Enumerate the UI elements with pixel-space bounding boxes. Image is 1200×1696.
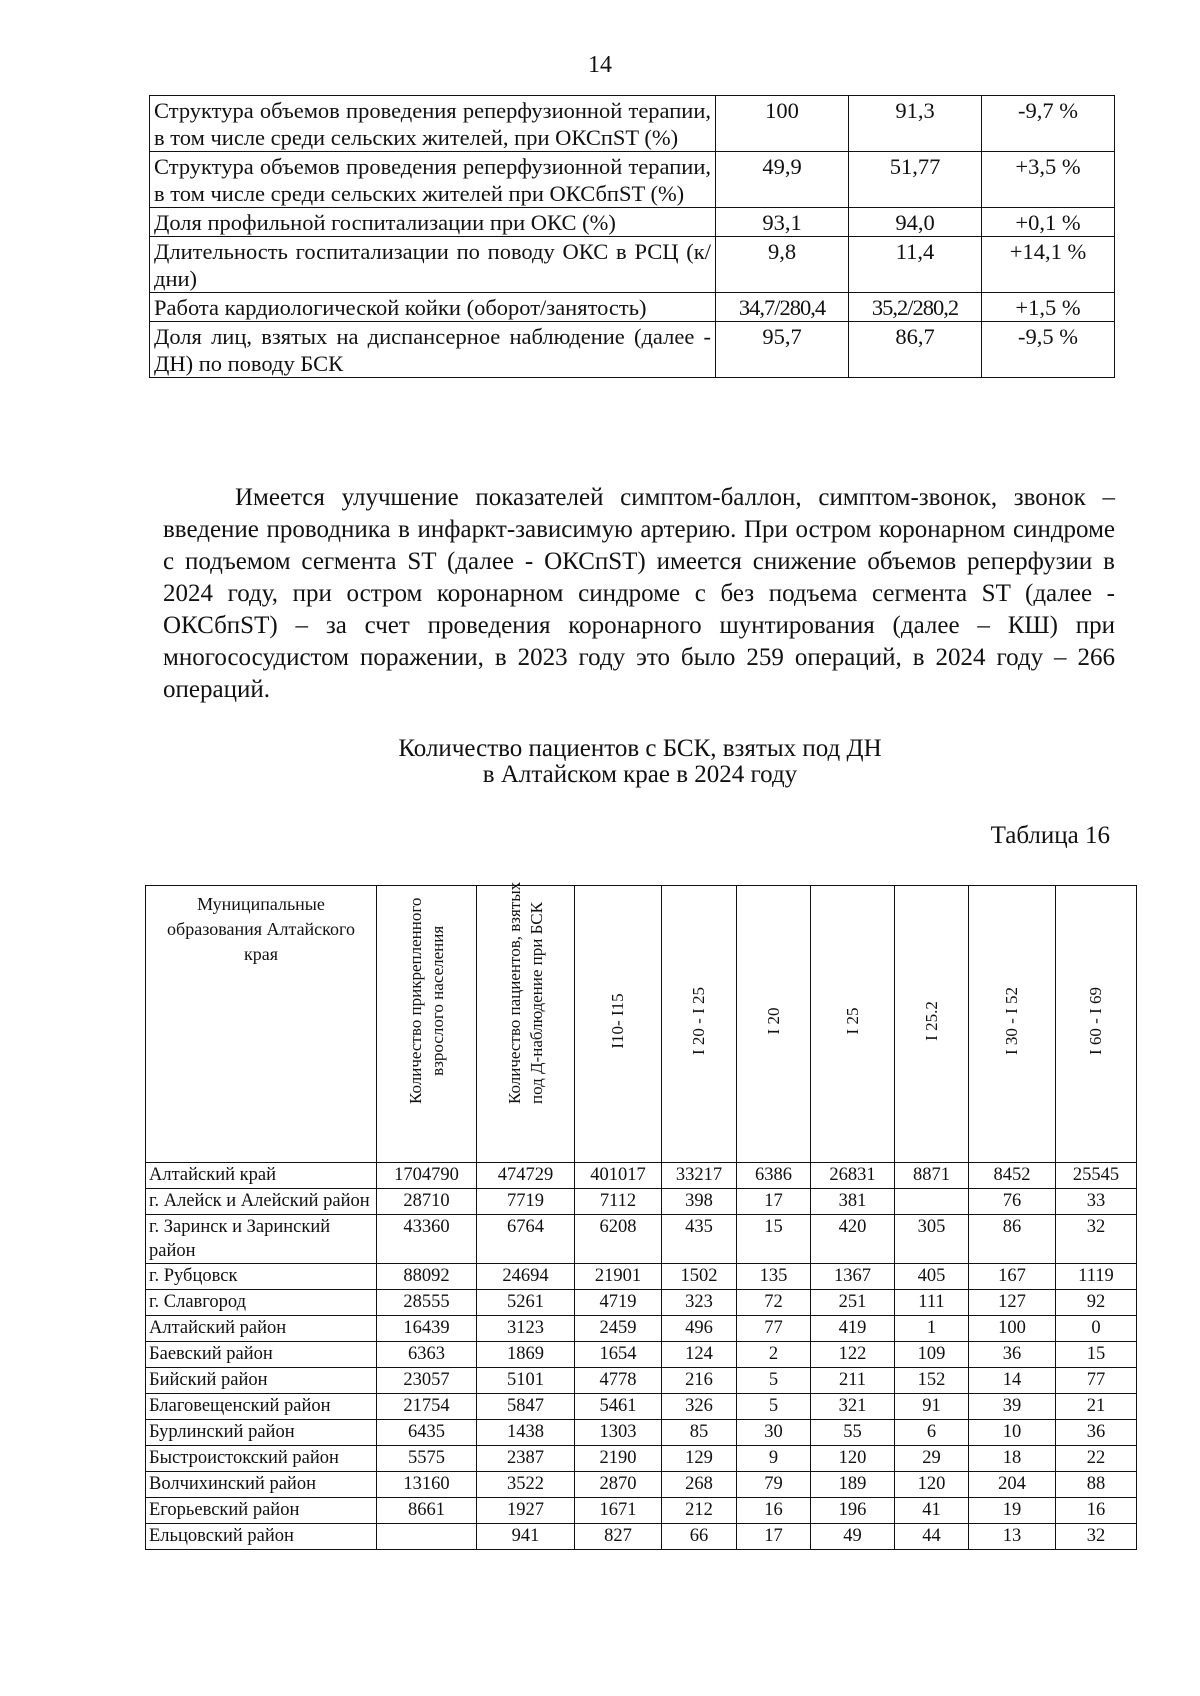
table-row: [146, 1446, 1137, 1472]
indicator-value-2024: 94,0: [849, 208, 982, 237]
patients-cell: 24694: [477, 1264, 575, 1290]
header-i25-2: [895, 886, 969, 1163]
page-number: 14: [588, 52, 612, 78]
indicator-change: +0,1 %: [982, 208, 1115, 237]
i30-i52-cell: 76: [969, 1189, 1056, 1215]
header-municipality: Муниципальные образования Алтайского края: [146, 886, 377, 1163]
i20-i25-cell: 66: [662, 1524, 737, 1550]
i60-i69-cell: 36: [1056, 1420, 1137, 1446]
i25-2-cell: 152: [895, 1368, 969, 1394]
indicator-label: Доля лиц, взятых на диспансерное наблюдение (далее - ДН) по поводу БСК: [150, 322, 716, 378]
indicator-row: [150, 152, 1115, 208]
header-i60-i69: [1056, 886, 1137, 1163]
i10-i15-cell: 21901: [575, 1264, 662, 1290]
body-paragraph: Имеется улучшение показателей симптом-баллон, симптом-звонок, звонок – введение проводника в инфаркт-зависимую артерию. При остром коронарном синдроме с подъемом сегмента ST (далее - ОКСпST) имеется снижение объемов реперфузии в 2024 году, при остром коронарном синдроме с без подъема сегмента ST (далее - ОКСбпST) – за счет проведения коронарного шунтирования (далее – КШ) при многососудистом поражении, в 2023 году это было 259 операций, в 2024 году – 266 операций.: [163, 484, 1115, 703]
i20-i25-cell: 129: [662, 1446, 737, 1472]
i20-i25-cell: 85: [662, 1420, 737, 1446]
i20-i25-cell: 33217: [662, 1163, 737, 1189]
i25-cell: 26831: [811, 1163, 895, 1189]
i20-i25-cell: 496: [662, 1316, 737, 1342]
i25-cell: 1367: [811, 1264, 895, 1290]
i10-i15-cell: 6208: [575, 1215, 662, 1264]
indicator-value-2024: 11,4: [849, 237, 982, 293]
indicator-row: [150, 96, 1115, 152]
i20-i25-cell: 1502: [662, 1264, 737, 1290]
table-row: [146, 1342, 1137, 1368]
patients-cell: 6764: [477, 1215, 575, 1264]
header-i20-i25-text: I 20 - I 25: [689, 987, 708, 1055]
indicator-label: Структура объемов проведения реперфузионной терапии, в том числе среди сельских жителей, при ОКСпST (%): [150, 96, 716, 152]
header-i20-i25: [662, 886, 737, 1163]
i25-cell: 49: [811, 1524, 895, 1550]
i20-cell: 135: [737, 1264, 811, 1290]
bsk-dn-table: [145, 881, 1137, 1550]
municipality-name: Ельцовский район: [146, 1524, 377, 1550]
i20-cell: 79: [737, 1472, 811, 1498]
i10-i15-cell: 1303: [575, 1420, 662, 1446]
table-row: [146, 1394, 1137, 1420]
population-cell: 8661: [377, 1498, 477, 1524]
indicator-value-2024: 35,2/280,2: [849, 293, 982, 322]
i10-i15-cell: 5461: [575, 1394, 662, 1420]
i10-i15-cell: 2870: [575, 1472, 662, 1498]
i20-cell: 9: [737, 1446, 811, 1472]
table-row: [146, 1215, 1137, 1264]
i30-i52-cell: 127: [969, 1290, 1056, 1316]
indicator-value-2023: 9,8: [716, 237, 849, 293]
municipality-name: Алтайский район: [146, 1316, 377, 1342]
i20-i25-cell: 124: [662, 1342, 737, 1368]
i30-i52-cell: 8452: [969, 1163, 1056, 1189]
municipality-name: Быстроистокский район: [146, 1446, 377, 1472]
table-row: [146, 1498, 1137, 1524]
header-patients-line-1: Количество пациентов, взятых: [504, 881, 524, 1104]
population-cell: 5575: [377, 1446, 477, 1472]
table-row: [146, 1420, 1137, 1446]
patients-cell: 5847: [477, 1394, 575, 1420]
i20-cell: 17: [737, 1524, 811, 1550]
header-population-line-2: взрослого населения: [427, 925, 447, 1076]
municipality-name: Егорьевский район: [146, 1498, 377, 1524]
table-row: [146, 1316, 1137, 1342]
i25-cell: 189: [811, 1472, 895, 1498]
i60-i69-cell: 92: [1056, 1290, 1137, 1316]
i20-cell: 15: [737, 1215, 811, 1264]
i25-2-cell: 120: [895, 1472, 969, 1498]
i25-cell: 120: [811, 1446, 895, 1472]
i10-i15-cell: 2459: [575, 1316, 662, 1342]
i10-i15-cell: 7112: [575, 1189, 662, 1215]
header-i20-text: I 20: [763, 1007, 783, 1035]
i20-i25-cell: 326: [662, 1394, 737, 1420]
indicator-row: [150, 322, 1115, 378]
i60-i69-cell: 88: [1056, 1472, 1137, 1498]
indicator-change: +3,5 %: [982, 152, 1115, 208]
population-cell: 6363: [377, 1342, 477, 1368]
table-row: [146, 1189, 1137, 1215]
i30-i52-cell: 39: [969, 1394, 1056, 1420]
i30-i52-cell: 86: [969, 1215, 1056, 1264]
patients-cell: 5261: [477, 1290, 575, 1316]
indicator-row: [150, 293, 1115, 322]
population-cell: 21754: [377, 1394, 477, 1420]
caption-line-2: в Алтайском крае в 2024 году: [482, 761, 798, 788]
table-row: [146, 1368, 1137, 1394]
i20-cell: 30: [737, 1420, 811, 1446]
i10-i15-cell: 4778: [575, 1368, 662, 1394]
i20-cell: 77: [737, 1316, 811, 1342]
i20-cell: 6386: [737, 1163, 811, 1189]
i60-i69-cell: 0: [1056, 1316, 1137, 1342]
i10-i15-cell: 4719: [575, 1290, 662, 1316]
indicator-change: -9,7 %: [982, 96, 1115, 152]
i60-i69-cell: 15: [1056, 1342, 1137, 1368]
i25-cell: 321: [811, 1394, 895, 1420]
i30-i52-cell: 167: [969, 1264, 1056, 1290]
i10-i15-cell: 1654: [575, 1342, 662, 1368]
patients-cell: 1927: [477, 1498, 575, 1524]
population-cell: 1704790: [377, 1163, 477, 1189]
i25-2-cell: 91: [895, 1394, 969, 1420]
municipality-name: Волчихинский район: [146, 1472, 377, 1498]
header-i60-i69-text: I 60 - I 69: [1086, 987, 1105, 1055]
i25-cell: 196: [811, 1498, 895, 1524]
i20-i25-cell: 323: [662, 1290, 737, 1316]
i20-cell: 2: [737, 1342, 811, 1368]
indicator-change: -9,5 %: [982, 322, 1115, 378]
municipality-name: Алтайский край: [146, 1163, 377, 1189]
i10-i15-cell: 1671: [575, 1498, 662, 1524]
municipality-name: Благовещенский район: [146, 1394, 377, 1420]
population-cell: 6435: [377, 1420, 477, 1446]
i25-2-cell: 8871: [895, 1163, 969, 1189]
indicator-label: Доля профильной госпитализации при ОКС (%): [150, 208, 716, 237]
patients-cell: 474729: [477, 1163, 575, 1189]
table-caption: [0, 736, 1200, 788]
caption-line-1: Количество пациентов с БСК, взятых под ДН: [398, 735, 882, 762]
population-cell: 28710: [377, 1189, 477, 1215]
i60-i69-cell: 16: [1056, 1498, 1137, 1524]
header-i25-text: I 25: [842, 1007, 862, 1035]
i30-i52-cell: 100: [969, 1316, 1056, 1342]
i25-cell: 420: [811, 1215, 895, 1264]
indicator-label: Длительность госпитализации по поводу ОКС в РСЦ (к/дни): [150, 237, 716, 293]
indicator-value-2024: 91,3: [849, 96, 982, 152]
i60-i69-cell: 77: [1056, 1368, 1137, 1394]
header-i30-i52: [969, 886, 1056, 1163]
indicator-row: [150, 237, 1115, 293]
i25-cell: 55: [811, 1420, 895, 1446]
indicator-value-2023: 49,9: [716, 152, 849, 208]
i20-cell: 16: [737, 1498, 811, 1524]
table-row: [146, 1264, 1137, 1290]
i10-i15-cell: 2190: [575, 1446, 662, 1472]
i20-i25-cell: 216: [662, 1368, 737, 1394]
i20-cell: 5: [737, 1368, 811, 1394]
i20-i25-cell: 398: [662, 1189, 737, 1215]
indicator-value-2023: 93,1: [716, 208, 849, 237]
municipality-name: г. Алейск и Алейский район: [146, 1189, 377, 1215]
i60-i69-cell: 25545: [1056, 1163, 1137, 1189]
i25-2-cell: 405: [895, 1264, 969, 1290]
indicator-value-2023: 95,7: [716, 322, 849, 378]
table-header-row: [146, 886, 1137, 1163]
i30-i52-cell: 18: [969, 1446, 1056, 1472]
population-cell: 13160: [377, 1472, 477, 1498]
i20-i25-cell: 212: [662, 1498, 737, 1524]
i30-i52-cell: 19: [969, 1498, 1056, 1524]
indicator-value-2024: 86,7: [849, 322, 982, 378]
i25-2-cell: 109: [895, 1342, 969, 1368]
i25-2-cell: 111: [895, 1290, 969, 1316]
i10-i15-cell: 827: [575, 1524, 662, 1550]
municipality-name: г. Славгород: [146, 1290, 377, 1316]
i60-i69-cell: 1119: [1056, 1264, 1137, 1290]
municipality-name: Бийский район: [146, 1368, 377, 1394]
i30-i52-cell: 13: [969, 1524, 1056, 1550]
municipality-name: Баевский район: [146, 1342, 377, 1368]
i25-cell: 381: [811, 1189, 895, 1215]
header-i25-2-text: I 25.2: [921, 1001, 941, 1041]
header-i25: [811, 886, 895, 1163]
table-row: [146, 1524, 1137, 1550]
header-i10-i15: [575, 886, 662, 1163]
table-number-label: Таблица 16: [990, 822, 1110, 849]
population-cell: 16439: [377, 1316, 477, 1342]
header-population: [377, 886, 477, 1163]
population-cell: 23057: [377, 1368, 477, 1394]
population-cell: 28555: [377, 1290, 477, 1316]
i25-2-cell: 41: [895, 1498, 969, 1524]
patients-cell: 2387: [477, 1446, 575, 1472]
i25-2-cell: 305: [895, 1215, 969, 1264]
i30-i52-cell: 14: [969, 1368, 1056, 1394]
indicator-value-2023: 34,7/280,4: [716, 293, 849, 322]
i25-2-cell: [895, 1189, 969, 1215]
header-i20: [737, 886, 811, 1163]
population-cell: [377, 1524, 477, 1550]
indicators-table: [149, 95, 1115, 378]
patients-cell: 5101: [477, 1368, 575, 1394]
i25-2-cell: 1: [895, 1316, 969, 1342]
i25-2-cell: 6: [895, 1420, 969, 1446]
table-row: [146, 1472, 1137, 1498]
header-population-line-1: Количество прикрепленного: [405, 897, 425, 1104]
i20-i25-cell: 435: [662, 1215, 737, 1264]
indicator-row: [150, 208, 1115, 237]
patients-cell: 1438: [477, 1420, 575, 1446]
patients-cell: 3522: [477, 1472, 575, 1498]
i25-2-cell: 29: [895, 1446, 969, 1472]
municipality-name: г. Заринск и Заринский район: [146, 1215, 377, 1264]
i25-cell: 419: [811, 1316, 895, 1342]
indicator-label: Структура объемов проведения реперфузионной терапии, в том числе среди сельских жителей при ОКСбпST (%): [150, 152, 716, 208]
i20-cell: 17: [737, 1189, 811, 1215]
indicator-value-2023: 100: [716, 96, 849, 152]
header-i30-i52-text: I 30 - I 52: [1002, 987, 1021, 1055]
i30-i52-cell: 204: [969, 1472, 1056, 1498]
i25-cell: 251: [811, 1290, 895, 1316]
i20-cell: 5: [737, 1394, 811, 1420]
patients-cell: 941: [477, 1524, 575, 1550]
i10-i15-cell: 401017: [575, 1163, 662, 1189]
population-cell: 88092: [377, 1264, 477, 1290]
header-patients: [477, 881, 575, 1163]
municipality-name: г. Рубцовск: [146, 1264, 377, 1290]
header-patients-line-2: под Д-наблюдение при БСК: [526, 902, 546, 1104]
i30-i52-cell: 36: [969, 1342, 1056, 1368]
patients-cell: 3123: [477, 1316, 575, 1342]
i30-i52-cell: 10: [969, 1420, 1056, 1446]
indicator-label: Работа кардиологической койки (оборот/занятость): [150, 293, 716, 322]
i20-cell: 72: [737, 1290, 811, 1316]
i60-i69-cell: 32: [1056, 1215, 1137, 1264]
table-row: [146, 1290, 1137, 1316]
i20-i25-cell: 268: [662, 1472, 737, 1498]
i60-i69-cell: 32: [1056, 1524, 1137, 1550]
population-cell: 43360: [377, 1215, 477, 1264]
table-row: [146, 1163, 1137, 1189]
municipality-name: Бурлинский район: [146, 1420, 377, 1446]
indicator-change: +1,5 %: [982, 293, 1115, 322]
i25-2-cell: 44: [895, 1524, 969, 1550]
i25-cell: 211: [811, 1368, 895, 1394]
i25-cell: 122: [811, 1342, 895, 1368]
indicator-change: +14,1 %: [982, 237, 1115, 293]
indicator-value-2024: 51,77: [849, 152, 982, 208]
i60-i69-cell: 22: [1056, 1446, 1137, 1472]
header-i10-i15-text: I10- I15: [608, 993, 627, 1049]
i60-i69-cell: 21: [1056, 1394, 1137, 1420]
i60-i69-cell: 33: [1056, 1189, 1137, 1215]
patients-cell: 1869: [477, 1342, 575, 1368]
patients-cell: 7719: [477, 1189, 575, 1215]
